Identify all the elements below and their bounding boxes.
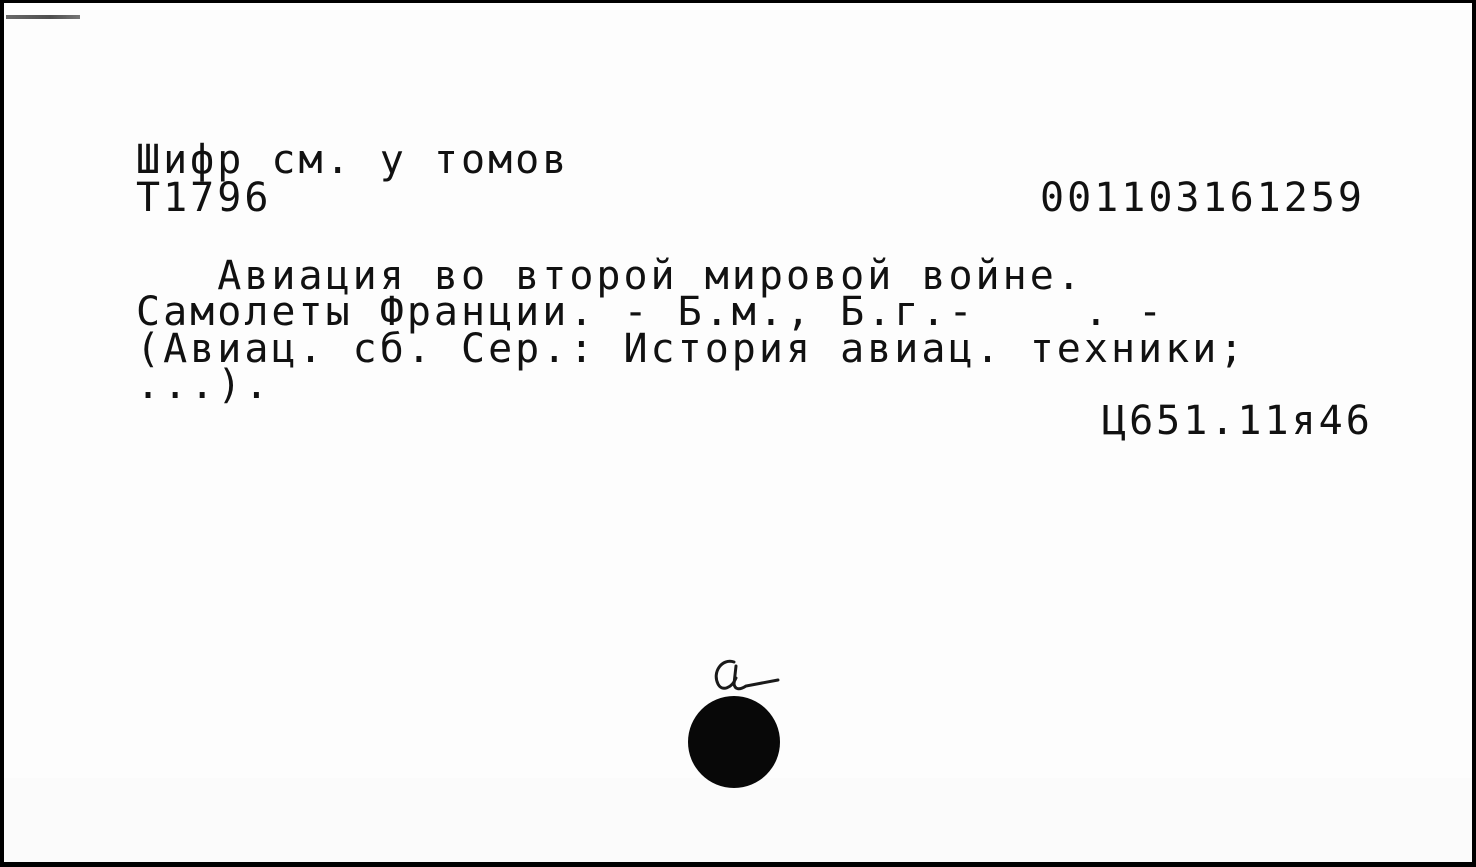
cipher-code: Т1796 xyxy=(136,175,272,221)
corner-scratch xyxy=(6,15,80,19)
description-line-3: (Авиац. сб. Сер.: История авиац. техники; xyxy=(136,326,1247,372)
handwritten-a-mark xyxy=(704,648,784,698)
classification-mark: Ц651.11я46 xyxy=(1102,398,1373,444)
punch-hole xyxy=(688,696,780,788)
description-line-2: Самолеты Франции. - Б.м., Б.г.- . - xyxy=(136,289,1166,335)
catalog-card xyxy=(4,3,1472,862)
inventory-number: 00110З161259 xyxy=(1040,175,1365,221)
description-line-4: ...). xyxy=(136,362,272,408)
description-line-1: Авиация во второй мировой войне. xyxy=(136,253,1084,299)
card-bottom-strip xyxy=(4,778,1472,862)
cipher-line: Шифр см. у томов xyxy=(136,137,570,183)
